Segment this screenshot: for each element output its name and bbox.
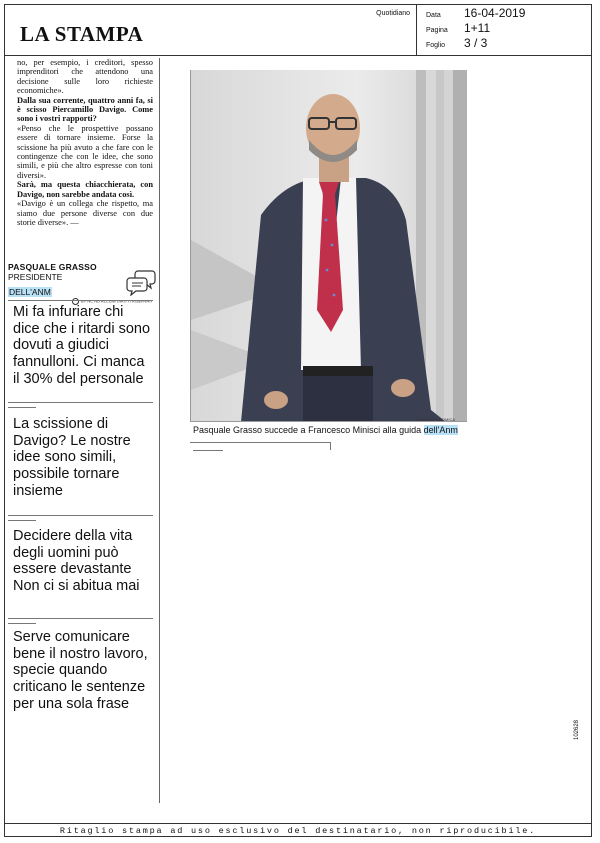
date-row xyxy=(426,6,525,20)
quote-divider xyxy=(8,515,153,516)
caption-text: Pasquale Grasso succede a Francesco Minisci alla guida xyxy=(193,425,424,435)
question-text: Dalla sua corrente, quattro anni fa, si è scisso Piercamillo Davigo. Come sono i vostri rapporti? xyxy=(17,95,153,124)
interview-question xyxy=(17,96,153,124)
portrait-illustration xyxy=(191,70,467,422)
quote-divider xyxy=(8,618,153,619)
clipping-footer: Ritaglio stampa ad uso esclusivo del destinatario, non riproducibile. xyxy=(4,823,592,837)
caption-highlight: dell'Anm xyxy=(423,425,458,435)
pull-quote: Serve comunicare bene il nostro lavoro, specie quando criticano le sentenze per una sola frase xyxy=(13,629,148,712)
article-paragraph: «Davigo è un collega che rispetto, ma siamo due persone diverse con due storie diverse». — xyxy=(17,199,153,227)
article-body xyxy=(17,58,153,227)
date-label: Data xyxy=(426,12,441,19)
photo-credit: IMAGOECONOMICA xyxy=(417,417,456,422)
page-label: Pagina xyxy=(426,27,448,34)
caption-divider-short xyxy=(193,450,223,451)
quote-divider-short xyxy=(8,623,36,624)
photo-caption xyxy=(193,425,458,435)
newspaper-logo: LA STAMPA xyxy=(20,22,144,46)
sheet-row xyxy=(426,36,487,50)
pull-quote: Mi fa infuriare chi dice che i ritardi sono dovuti a giudici fannulloni. Ci manca il 30% del personale xyxy=(13,304,151,387)
article-paragraph: «Penso che le prospettive possano essere di tornare insieme. Forse la scissione ha più avuto a che fare con le contingenze che con le idee, che sono simili, e più che altro espresse con toni diversi». xyxy=(17,123,153,180)
quote-divider xyxy=(8,300,153,301)
sheet-label: Foglio xyxy=(426,42,446,49)
caption-divider xyxy=(190,442,330,443)
quote-divider-short xyxy=(8,520,36,521)
quote-divider-short xyxy=(8,407,36,408)
date-value: 16-04-2019 xyxy=(464,6,526,20)
caption-divider-tick xyxy=(330,442,331,450)
copyright-text: BY NC ND ALCUNI DIRITTI RISERVATI xyxy=(81,298,153,304)
document-code: 102628 xyxy=(574,719,580,740)
quote-author-role: PRESIDENTE xyxy=(8,272,63,282)
interview-question xyxy=(17,180,153,199)
question-text: Sarà, ma questa chiacchierata, con Davigo, non sarebbe andata così. xyxy=(17,180,153,199)
portrait-photo xyxy=(190,70,467,422)
quote-author-org: DELL'ANM xyxy=(9,287,51,297)
pull-quote: La scissione di Davigo? Le nostre idee sono simili, possibile tornare insieme xyxy=(13,416,131,499)
clipping-meta-box xyxy=(417,4,592,56)
masthead xyxy=(4,4,417,56)
sheet-value: 3 / 3 xyxy=(464,36,488,50)
quote-divider xyxy=(8,402,153,403)
speech-bubbles-icon xyxy=(126,268,156,296)
article-paragraph: no, per esempio, i creditori, spesso imprenditori che attendono una decisione sulle loro richieste economiche». xyxy=(17,58,153,96)
quote-author-name: PASQUALE GRASSO xyxy=(8,262,97,272)
periodicity-label: Quotidiano xyxy=(376,10,410,17)
pull-quote: Decidere della vita degli uomini può essere devastante Non ci si abitua mai xyxy=(13,528,140,595)
page-value: 1+11 xyxy=(464,21,491,35)
page-row xyxy=(426,21,490,35)
